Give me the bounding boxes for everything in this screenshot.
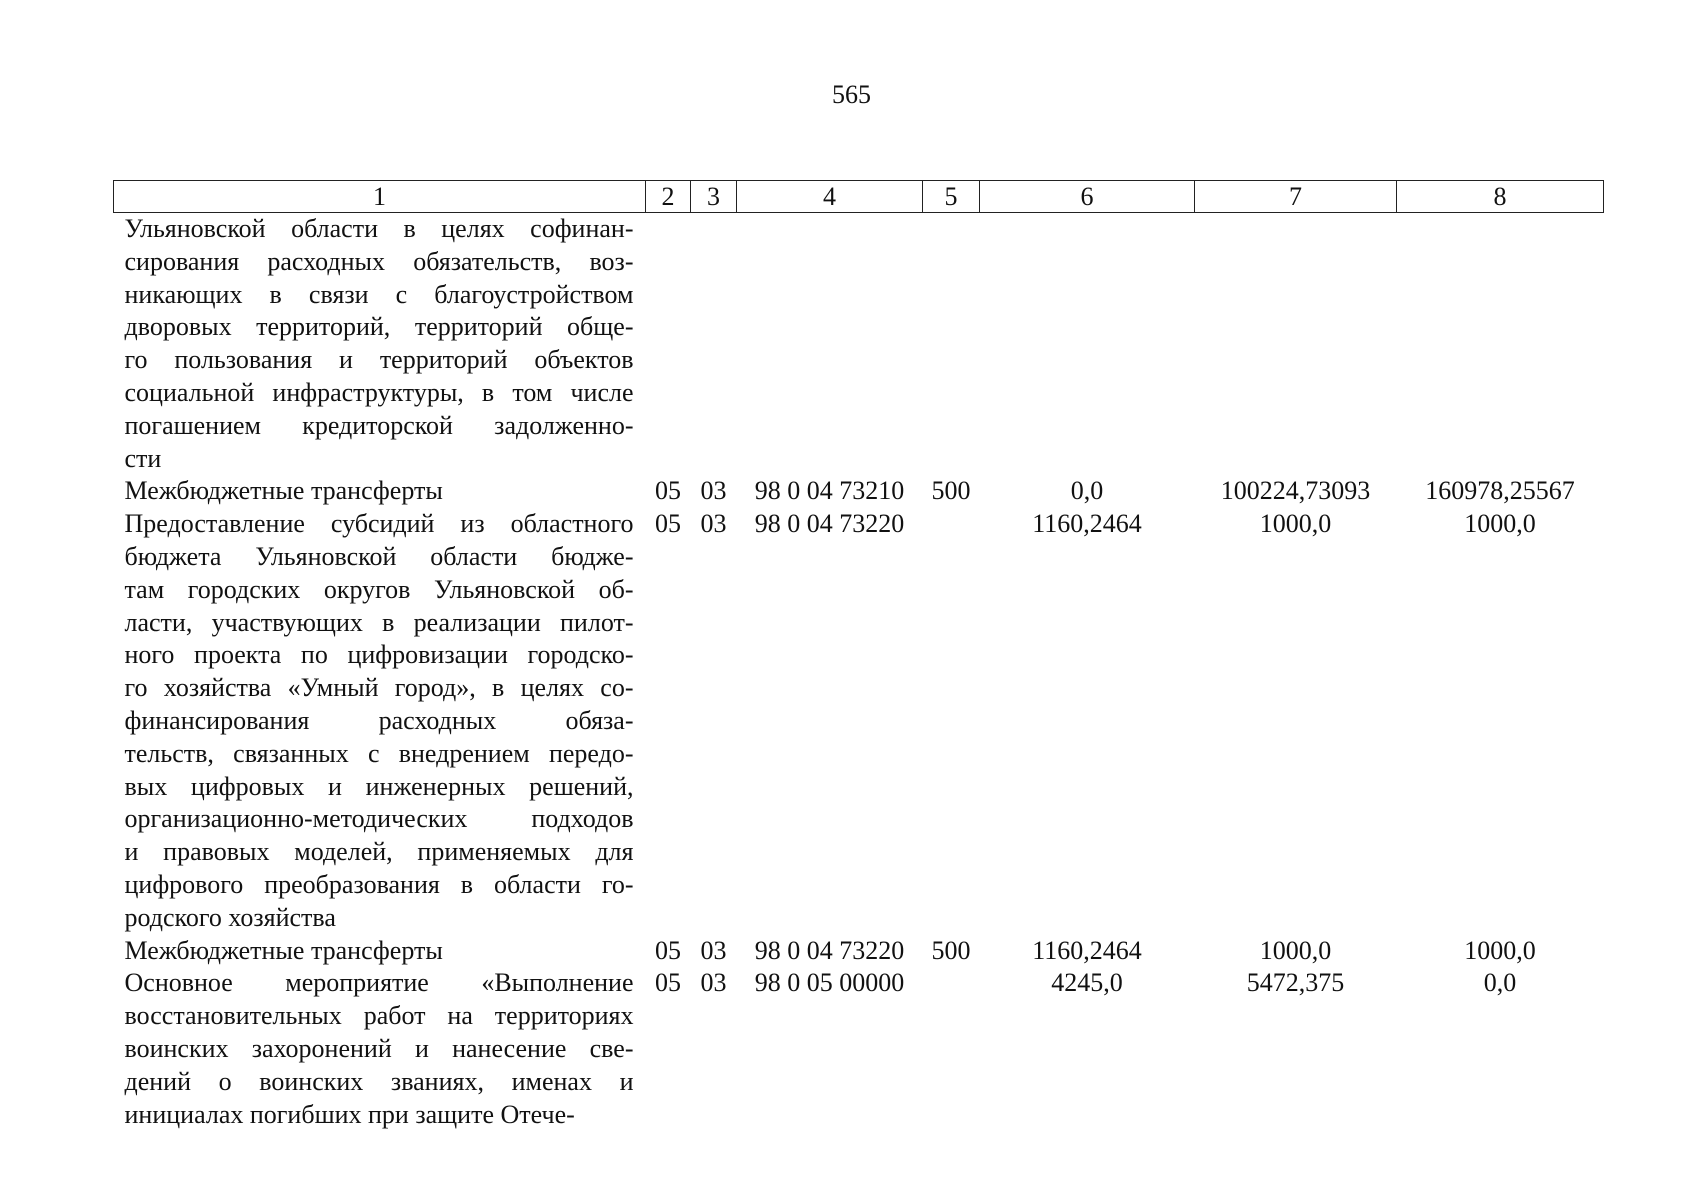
cell-value-7: 100224,73093: [1220, 476, 1371, 506]
page-number: 565: [832, 80, 871, 109]
name-line: Основное мероприятие «Выполнение: [124, 968, 634, 998]
name-line: сирования расходных обязательств, воз-: [124, 246, 634, 276]
cell-vr: [923, 213, 980, 476]
cell-vr: 500: [931, 935, 971, 965]
cell-value-7: [1195, 213, 1397, 476]
cell-value-7: 1000,0: [1259, 509, 1332, 539]
cell-name: [114, 935, 646, 968]
cell-name: [114, 508, 646, 934]
cell-vr: 500: [931, 476, 971, 506]
table-row: [114, 475, 1604, 508]
cell-name: [114, 967, 646, 1131]
header-col-6: 6: [980, 181, 1195, 213]
cell-value-7: 5472,375: [1246, 968, 1345, 998]
cell-csr: 98 0 04 73210: [754, 476, 905, 506]
header-col-5: 5: [923, 181, 980, 213]
cell-pr: [691, 213, 737, 476]
name-line: го хозяйства «Умный город», в целях со-: [124, 673, 634, 703]
cell-value-6: [980, 213, 1195, 476]
budget-table: [113, 180, 1604, 1131]
name-line: там городских округов Ульяновской об-: [124, 574, 634, 604]
header-row: [114, 181, 1604, 213]
header-col-3: 3: [691, 181, 737, 213]
cell-value-6: 0,0: [1070, 476, 1104, 506]
name-line: воинских захоронений и нанесение све-: [124, 1033, 634, 1063]
cell-pr: 03: [700, 509, 727, 539]
header-col-1: 1: [114, 181, 646, 213]
cell-value-8: 1000,0: [1464, 509, 1536, 539]
cell-rz: 05: [655, 935, 681, 965]
name-line: восстановительных работ на территориях: [124, 1001, 634, 1031]
name-line: никающих в связи с благоустройством: [124, 279, 634, 309]
name-line: погашением кредиторской задолженно-: [124, 410, 634, 440]
cell-value-6: 4245,0: [1051, 968, 1123, 998]
name-line: Межбюджетные трансферты: [124, 476, 443, 506]
name-line: дворовых территорий, территорий обще-: [124, 312, 634, 342]
name-line: тельств, связанных с внедрением передо-: [124, 738, 634, 768]
cell-rz: 05: [655, 509, 681, 539]
name-line: дений о воинских званиях, именах и: [124, 1066, 634, 1096]
name-line: цифрового преобразования в области го-: [124, 869, 634, 899]
cell-csr: 98 0 04 73220: [754, 509, 905, 539]
cell-vr: [923, 967, 980, 1131]
cell-csr: 98 0 04 73220: [754, 935, 905, 965]
cell-rz: [646, 213, 691, 476]
cell-value-6: 1160,2464: [1032, 935, 1142, 965]
cell-value-8: 1000,0: [1464, 935, 1536, 965]
name-line: го пользования и территорий объектов: [124, 345, 634, 375]
name-line: Предоставление субсидий из областного: [124, 509, 634, 539]
name-line: ласти, участвующих в реализации пилот-: [124, 607, 634, 637]
name-line: ного проекта по цифровизации городско-: [124, 640, 634, 670]
name-line: организационно-методических подходов: [124, 804, 634, 834]
cell-pr: 03: [700, 476, 727, 506]
cell-pr: 03: [700, 968, 727, 998]
name-line: бюджета Ульяновской области бюдже-: [124, 541, 634, 571]
header-col-7: 7: [1195, 181, 1397, 213]
cell-value-6: 1160,2464: [1032, 509, 1142, 539]
header-col-8: 8: [1397, 181, 1604, 213]
name-line: инициалах погибших при защите Отече-: [124, 1099, 575, 1129]
cell-value-7: 1000,0: [1259, 935, 1332, 965]
name-line: родского хозяйства: [124, 902, 336, 932]
name-line: и правовых моделей, применяемых для: [124, 837, 634, 867]
cell-name: [114, 475, 646, 508]
name-line: финансирования расходных обяза-: [124, 705, 634, 735]
table-row: [114, 213, 1604, 476]
cell-value-8: 0,0: [1483, 968, 1517, 998]
name-line: Межбюджетные трансферты: [124, 935, 443, 965]
name-line: сти: [124, 443, 162, 473]
cell-value-8: [1397, 213, 1604, 476]
cell-name: [114, 213, 646, 476]
cell-vr: [923, 508, 980, 934]
name-line: социальной инфраструктуры, в том числе: [124, 377, 634, 407]
name-line: Ульяновской области в целях софинан-: [124, 214, 634, 243]
table-row: [114, 508, 1604, 934]
cell-csr: [737, 213, 923, 476]
table-row: [114, 935, 1604, 968]
cell-csr: 98 0 05 00000: [754, 968, 905, 998]
cell-pr: 03: [700, 935, 727, 965]
table-body: [114, 213, 1604, 1132]
cell-rz: 05: [655, 476, 681, 506]
header-col-4: 4: [737, 181, 923, 213]
cell-value-8: 160978,25567: [1425, 476, 1575, 506]
cell-rz: 05: [655, 968, 681, 998]
name-line: вых цифровых и инженерных решений,: [124, 771, 634, 801]
table-row: [114, 967, 1604, 1131]
header-col-2: 2: [646, 181, 691, 213]
